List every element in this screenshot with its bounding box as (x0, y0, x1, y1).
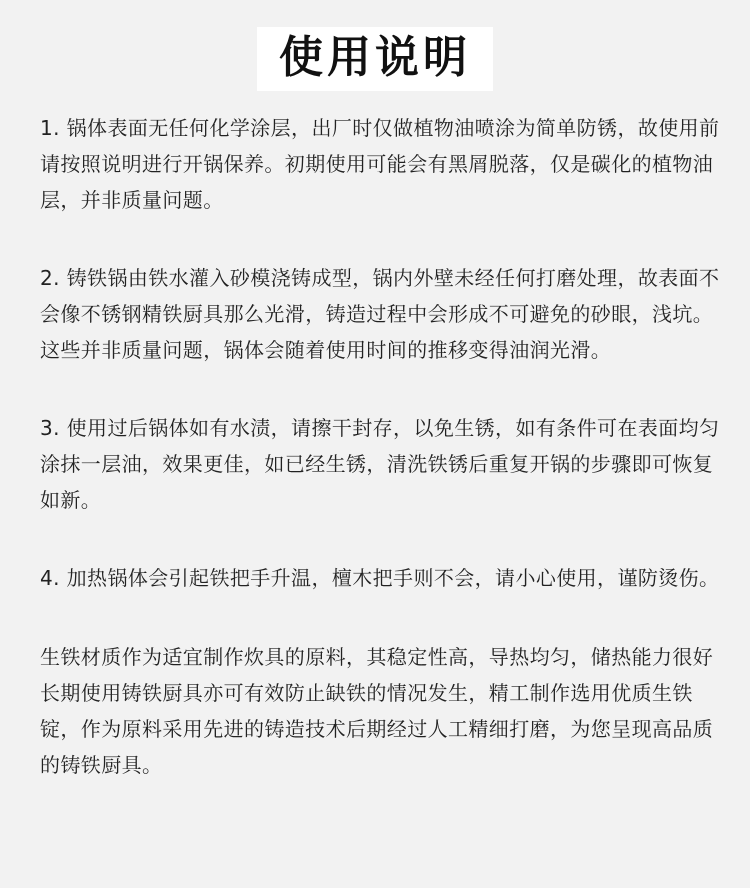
instruction-paragraph-4: 4. 加热锅体会引起铁把手升温，檀木把手则不会，请小心使用，谨防烫伤。 (40, 566, 720, 590)
instruction-paragraph-2: 2. 铸铁锅由铁水灌入砂模浇铸成型，锅内外壁未经任何打磨处理，故表面不会像不锈钢精铁厨具那么光滑，铸造过程中会形成不可避免的砂眼，浅坑。这些并非质量问题，锅体会随着使用时间的推移变得油润光滑。 (40, 266, 720, 362)
page-title: 使用说明 (257, 27, 493, 91)
title-area (0, 27, 750, 91)
instruction-paragraph-3: 3. 使用过后锅体如有水渍，请擦干封存，以免生锈，如有条件可在表面均匀涂抹一层油，效果更佳，如已经生锈，清洗铁锈后重复开锅的步骤即可恢复如新。 (40, 416, 720, 512)
material-description-paragraph: 生铁材质作为适宜制作炊具的原料，其稳定性高，导热均匀，储热能力很好长期使用铸铁厨具亦可有效防止缺铁的情况发生，精工制作选用优质生铁锭，作为原料采用先进的铸造技术后期经过人工精细打磨，为您呈现高品质的铸铁厨具。 (40, 645, 714, 777)
instruction-paragraph-1: 1. 锅体表面无任何化学涂层，出厂时仅做植物油喷涂为简单防锈，故使用前请按照说明进行开锅保养。初期使用可能会有黑屑脱落，仅是碳化的植物油层，并非质量问题。 (40, 116, 720, 212)
instructions-content (40, 110, 720, 783)
